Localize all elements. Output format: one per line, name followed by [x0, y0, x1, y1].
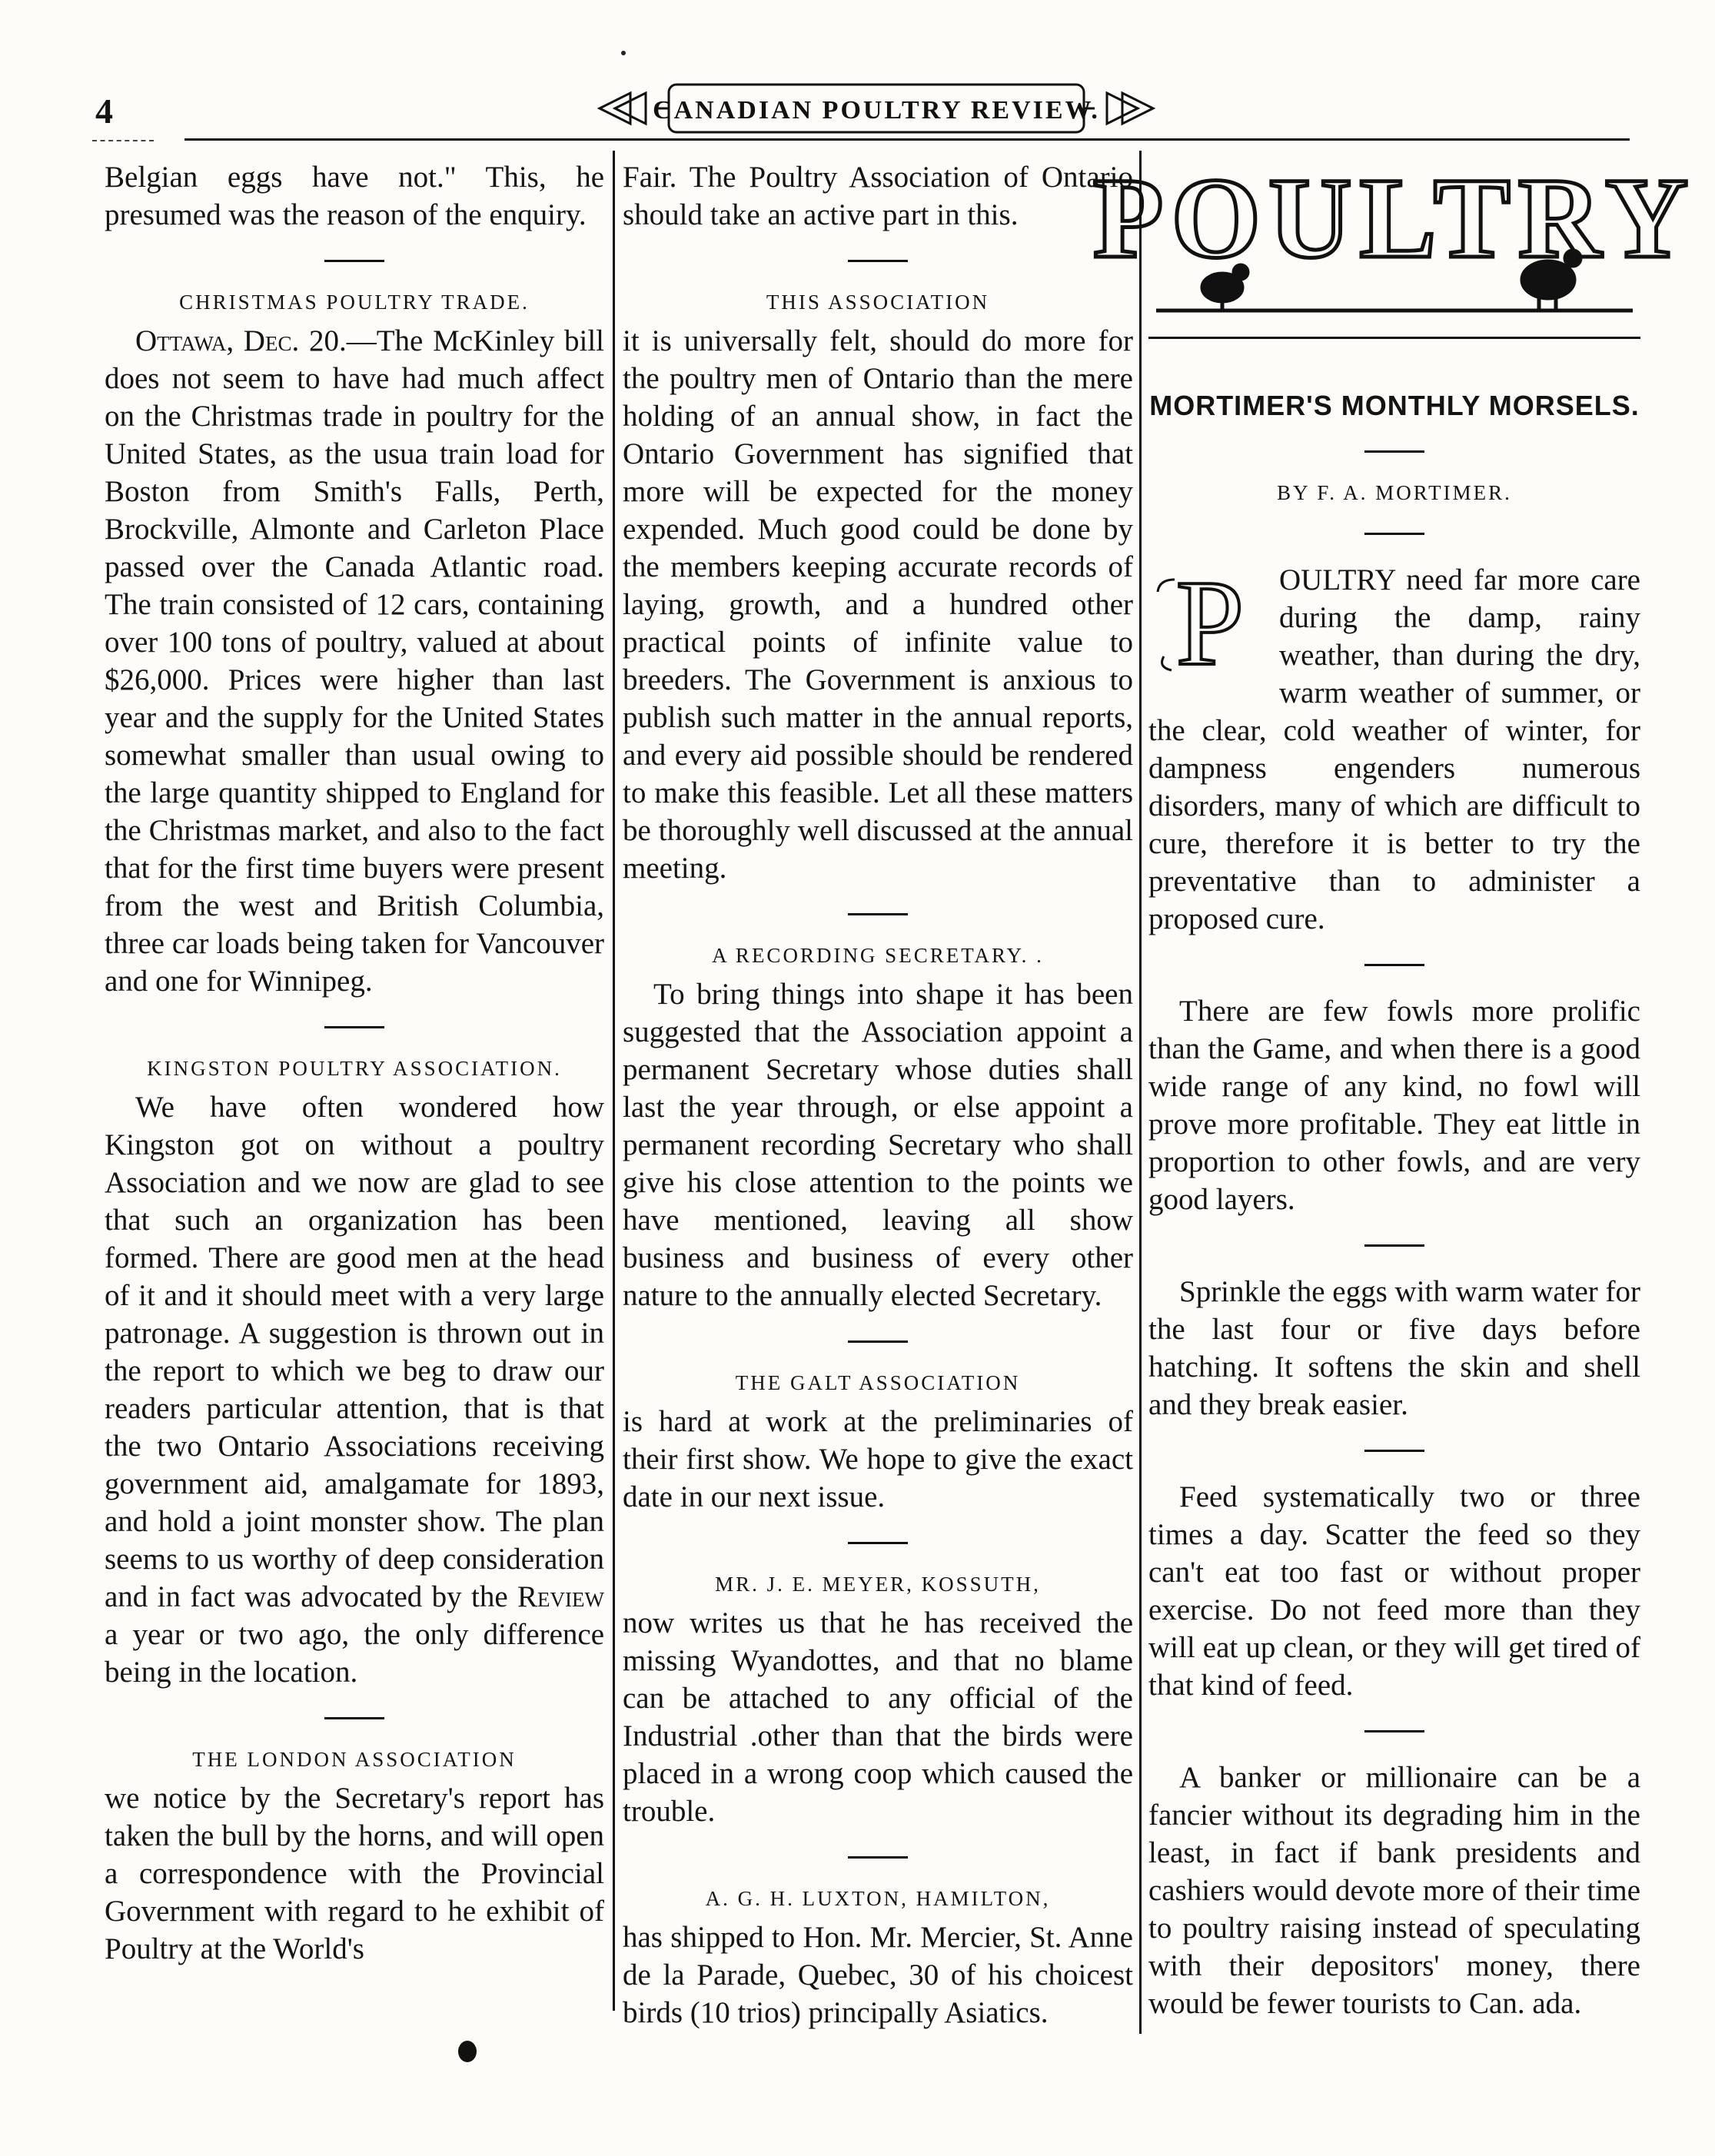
byline: BY F. A. MORTIMER. — [1277, 481, 1512, 504]
eggs-paragraph: Sprinkle the eggs with warm water for the last four or five days before hatching. It softens the skin and shell and they break easier. — [1148, 1275, 1641, 1421]
london-heading: THE LONDON ASSOCIATION — [192, 1748, 517, 1771]
luxton-heading: A. G. H. LUXTON, HAMILTON, — [705, 1887, 1051, 1910]
meyer-heading: MR. J. E. MEYER, KOSSUTH, — [715, 1573, 1041, 1596]
banker-paragraph: A banker or millionaire can be a fancier without its degrading him in the least, in fact if bank presidents and cashiers would devote more of their time to poultry raising instead of speculating with their depositors' money, there would be fewer tourists to Can. ada. — [1148, 1761, 1640, 2020]
section-rule — [1364, 1244, 1424, 1247]
section-rule — [848, 1856, 908, 1859]
luxton-paragraph: has shipped to Hon. Mr. Mercier, St. Anne de la Parade, Quebec, 30 of his choicest birds (10 trios) principally Asiatics. — [623, 1921, 1133, 2029]
section-rule — [848, 260, 908, 262]
section-rule — [1364, 964, 1424, 966]
kingston-heading: KINGSTON POULTRY ASSOCIATION. — [147, 1057, 562, 1080]
section-rule — [848, 1340, 908, 1343]
drop-cap — [1148, 554, 1271, 691]
poultry-banner-illustration — [1092, 154, 1697, 318]
opening-paragraph — [1148, 554, 1640, 938]
recording-secretary-heading: A RECORDING SECRETARY. . — [712, 944, 1044, 967]
ink-dot — [621, 51, 626, 55]
galt-heading: THE GALT ASSOCIATION — [735, 1371, 1021, 1394]
poultry-banner-word: POULTRY — [1092, 154, 1697, 282]
column-rule-1 — [613, 151, 615, 2011]
section-rule — [1364, 1730, 1424, 1732]
christmas-heading: CHRISTMAS POULTRY TRADE. — [179, 291, 530, 314]
ink-blot — [458, 2041, 477, 2062]
section-rule — [324, 1717, 384, 1719]
london-paragraph: we notice by the Secretary's report has taken the bull by the horns, and will open a correspondence with the Provincial Government with regard to he exhibit of Poultry at the World's — [105, 1782, 604, 1965]
section-rule — [848, 913, 908, 915]
masthead-title: CANADIAN POULTRY REVIEW. — [653, 96, 1100, 125]
drop-cap-letter: P — [1175, 554, 1245, 691]
column-2 — [623, 158, 1133, 2031]
continued-paragraph: Belgian eggs have not." This, he presumed was the reason of the enquiry. — [105, 161, 604, 231]
this-association-paragraph: it is universally felt, should do more for the poultry men of Ontario than the mere holding of an annual show, in fact the Ontario Government has signified that more will be expected for the money expended. Much good could be done by the members keeping accurate records of laying, growth, and a hundred other practical points of infinite value to breeders. The Government is anxious to publish such matter in the annual reports, and every aid possible should be rendered to make this feasible. Let all these matters be thoroughly well discussed at the annual meeting. — [623, 324, 1133, 885]
section-rule — [324, 260, 384, 262]
section-rule — [848, 1542, 908, 1544]
dateline: Ottawa, Dec. 20. — [135, 324, 347, 357]
christmas-paragraph — [105, 322, 604, 1000]
game-fowl-paragraph: There are few fowls more prolific than the Game, and when there is a good wide range of any kind, no fowl will prove more profitable. They eat little in proportion to other fowls, and are very good layers. — [1148, 995, 1640, 1216]
column-3 — [1092, 154, 1697, 2022]
review-name: Review — [517, 1580, 605, 1613]
galt-paragraph: is hard at work at the preliminaries of their first show. We hope to give the exact date in our next issue. — [623, 1405, 1133, 1513]
this-association-heading: THIS ASSOCIATION — [766, 291, 990, 314]
opening-text: OULTRY need far more care during the damp, rainy weather, than during the dry, warm weather of summer, or the clear, cold weather of winter, for dampness engenders numerous disorders, many of which are difficult to cure, therefore it is better to try the preventative than to administer a proposed cure. — [1148, 563, 1640, 935]
masthead — [584, 74, 1168, 143]
article-title: MORTIMER'S MONTHLY MORSELS. — [1149, 390, 1640, 421]
header-rule — [184, 138, 1630, 141]
meyer-paragraph: now writes us that he has received the missing Wyandottes, and that no blame can be attached to any official of the Industrial .other than that the birds were placed in a wrong coop which caused the trouble. — [623, 1606, 1133, 1828]
section-rule — [1364, 533, 1424, 535]
kingston-paragraph — [105, 1088, 604, 1691]
drop-cap-ornament — [1148, 554, 1271, 691]
column-rule-2 — [1139, 151, 1142, 2034]
kingston-body: We have often wondered how Kingston got on without a poultry Association and we now are glad to see that such an organization has been formed. There are good men at the head of it and it should meet with a very large patronage. A suggestion is thrown out in the report to which we beg to draw our readers particular attention, that is that the two Ontario Associations receiving government aid, amalgamate for 1893, and hold a joint monster show. The plan seems to us worthy of deep consideration and in fact was advocated by the — [105, 1091, 604, 1613]
section-rule — [1364, 450, 1424, 453]
column-1 — [105, 158, 604, 1968]
recording-secretary-paragraph: To bring things into shape it has been suggested that the Association appoint a permanent Secretary whose duties shall last the year through, or else appoint a permanent recording Secretary who shall give his close attention to the points we have mentioned, leaving all show business and business of every other nature to the annually elected Secretary. — [623, 978, 1133, 1312]
kingston-body-end: a year or two ago, the only difference being in the location. — [105, 1618, 604, 1689]
poultry-banner — [1092, 154, 1697, 318]
section-rule — [1364, 1450, 1424, 1452]
christmas-body: —The McKinley bill does not seem to have had much affect on the Christmas trade in poultry for the United States, as the usua train load for Boston from Smith's Falls, Perth, Brockville, Almonte and Carleton Place passed over the Canada Atlantic road. The train consisted of 12 cars, containing over 100 tons of poultry, valued at about $26,000. Prices were higher than last year and the supply for the United States somewhat smaller than usual owing to the large quantity shipped to England for the Christmas market, and also to the fact that for the first time buyers were present from the west and British Columbia, three car loads being taken for Vancouver and one for Winnipeg. — [105, 324, 604, 998]
page-number: 4 — [95, 91, 113, 131]
header-dash — [92, 140, 154, 141]
masthead-ornament — [584, 74, 1168, 143]
section-rule — [324, 1026, 384, 1028]
feeding-paragraph: Feed systematically two or three times a day. Scatter the feed so they can't eat too fast or without proper exercise. Do not feed more than they will eat up clean, or they will get tired of that kind of feed. — [1148, 1480, 1640, 1702]
banner-rule — [1148, 337, 1640, 339]
continued-paragraph: Fair. The Poultry Association of Ontario should take an active part in this. — [623, 161, 1133, 231]
